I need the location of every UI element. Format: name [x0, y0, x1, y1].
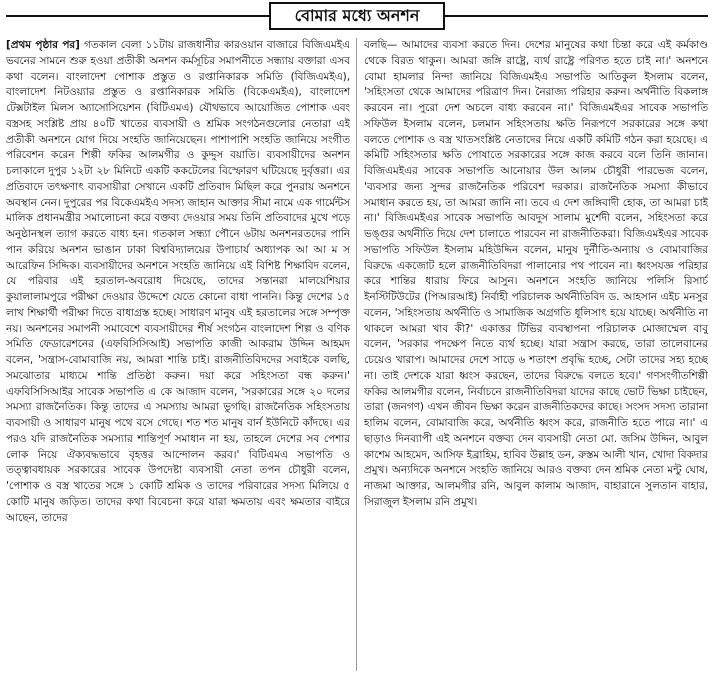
- left-paragraph-text: গতকাল বেলা ১১টায় রাজধানীর কারওয়ান বাজারে বিজিএমইএ ভবনের সামনে শুরু হওয়া প্রতীকী অনশন কর্মসূচির সমাপনীতে সন্ধ্যায় বক্তারা এসব কথা বলেন। বাংলাদেশ পোশাক প্রস্তুত ও রপ্তানিকারক সমিতি (বিজিএমইএ), বাংলাদেশ নিটওয়্যার প্রস্তুত ও রপ্তানিকারক সমিতি (বিকেএমইএ), বাংলাদেশ টেক্সটাইল মিলস অ্যাসোসিয়েশন (বিটিএমএ) যৌথভাবে আয়োজিত পোশাক এবং বস্ত্রসহ সংশ্লিষ্ট প্রায় ৪০টি খাতের ব্যবসায়ী ও শ্রমিক সংগঠনগুলোর নেতারা এই প্রতীকী অনশনে যোগ দিয়ে সংহতি জানিয়েছেন। পাশাপাশি সংহতি জানিয়ে সংগীত পরিবেশন করেন শিল্পী ফকির আলমগীর ও কুদ্দুস বয়াতি। ব্যবসায়ীদের অনশন চলাকালে দুপুর ১২টা ২৮ মিনিটে একটি ককটেলের বিস্ফোরণ ঘটিয়েছে দুর্বৃত্তরা। এর প্রতিবাদে তৎক্ষণাৎ ব্যবসায়ীরা সেখানে একটি প্রতিবাদ মিছিল করে পুনরায় অনশনে অবস্থান নেন। দুপুরের পর বিকেএমইএ সদস্য জাহান আক্তার সীমা নামে এক গার্মেন্টস মালিক প্রধানমন্ত্রীর সমালোচনা করে বক্তব্য দেওয়ার সময় তিনি প্রতিবাদের মুখে পড়ে অনুষ্ঠানস্থল ত্যাগ করতে বাধ্য হন। গতকাল সন্ধ্যা পৌনে ৬টায় অনশনরতদের পানি পান করিয়ে অনশন ভাঙান ঢাকা বিশ্ববিদ্যালয়ের উপাচার্য অধ্যাপক আ আ ম স আরেফিন সিদ্দিক। ব্যবসায়ীদের অনশনে সংহতি জানিয়ে এই বিশিষ্ট শিক্ষাবিদ বলেন, যে পরিবার এই হরতাল-অবরোধ দিয়েছে, তাদের সন্তানরা মালয়েশিয়ার কুয়ালালামপুরে পরীক্ষা দেওয়ার উদ্দেশে যেতে কোনো বাধা পাননি। কিন্তু দেশের ১৫ লাখ শিক্ষার্থী পরীক্ষা দিতে বাধাগ্রস্ত হচ্ছে। সাধারণ মানুষ এই হরতালের সঙ্গে সম্পৃক্ত নয়। অনশনের সমাপনী সমাবেশে ব্যবসায়ীদের শীর্ষ সংগঠন বাংলাদেশ শিল্প ও বণিক সমিতি ফেডারেশনের (এফবিসিসিআই) সভাপতি কাজী আকরাম উদ্দিন আহমদ বলেন, 'সন্ত্রাস-বোমাবাজি নয়, আমরা শান্তি চাই। রাজনীতিবিদদের সবাইকে বলছি, সমঝোতার মাধ্যমে শান্তি প্রতিষ্ঠা করুন। দয়া করে সহিংসতা বন্ধ করুন।' এফবিসিসিআইর সাবেক সভাপতি এ কে আজাদ বলেন, 'সরকারের সঙ্গে ২০ দলের সমস্যা রাজনৈতিক। কিন্তু তাদের এ সমস্যায় আমরা ভুগছি। রাজনৈতিক সহিংসতায় ব্যবসায়ী ও সাধারণ মানুষ পথে বসে গেছে। শত শত মানুষ বার্ন ইউনিটে কাঁদছে। এর পরও যদি রাজনৈতিক সমস্যার শান্তিপূর্ণ সমাধান না হয়, তাহলে দেশের সব পেশার লোক নিয়ে ঐক্যবদ্ধভাবে বৃহত্তর আন্দোলন করব।' বিটিএমএ সভাপতি ও তত্ত্বাবধায়ক সরকারের সাবেক উপদেষ্টা ব্যবসায়ী নেতা তপন চৌধুরী বলেন, 'পোশাক ও বস্ত্র খাতের সঙ্গে ১ কোটি শ্রমিক ও তাদের পরিবারের সদস্য মিলিয়ে ৫ কোটি মানুষ জড়িত। তাদের কথা বিবেচনা করে যারা ক্ষমতায় এবং ক্ষমতার বাইরে আছেন, তাদের: [6, 39, 350, 524]
- headline-rule-left: [6, 15, 269, 17]
- left-paragraph: [6, 38, 350, 526]
- article-headline: বোমার মধ্যে অনশন: [269, 2, 446, 30]
- left-column: [6, 38, 350, 673]
- right-paragraph-text: বলছি— আমাদের ব্যবসা করতে দিন। দেশের মানুষের কথা চিন্তা করে এই কর্মকাণ্ড থেকে বিরত থাকুন। আমরা জঙ্গি রাষ্ট্রে, ব্যর্থ রাষ্ট্রে পরিণত হতে চাই না।' অনশনে বোমা হামলার নিন্দা জানিয়ে বিজিএমইএ সভাপতি আতিকুল ইসলাম বলেন, 'সহিংসতা থেকে আমাদের পরিত্রাণ দিন। নৈরাজ্য পরিহার করুন। অর্থনীতি বিকলাঙ্গ করবেন না। পুরো দেশ অচলে বাধ্য করবেন না।' বিজিএমইএর সাবেক সভাপতি সফিউল ইসলাম বলেন, চলমান সহিংসতায় ক্ষতি নিরূপণে সরকারের সঙ্গে কথা বলতে পোশাক ও বস্ত্র খাতসংশ্লিষ্ট নেতাদের নিয়ে একটি কমিটি গঠন করা হয়েছে। এ কমিটি সহিংসতার ক্ষতি পোষাতে সরকারের সঙ্গে কাজ করবে বলে তিনি জানান। বিজিএমইএর সাবেক সভাপতি আনোয়ার উল আলম চৌধুরী পারভেজ বলেন, 'ব্যবসার জন্য সুন্দর রাজনৈতিক পরিবেশ দরকার। রাজনৈতিক সমস্যা কীভাবে সমাধান করতে হয়, তা আমরা জানি না। তবে এ দেশ জঙ্গিবাদী হোক, তা আমরা চাই না।' বিজিএমইএর সাবেক সভাপতি আবদুস সালাম মুর্শেদী বলেন, সহিংসতা করে ভঙ্গুর অর্থনীতি দিয়ে দেশ চালাতে পারবেন না রাজনীতিকরা। বিজিএমইএর সাবেক সভাপতি সফিউল ইসলাম মহিউদ্দিন বলেন, মানুষ দুর্নীতি-অন্যায় ও বোমাবাজির বিরুদ্ধে একজোট হলে রাজনীতিবিদরা পালানোর পথ পাবেন না। ধ্বংসযজ্ঞ পরিহার করে শান্তির ধারায় ফিরে আসুন। অনশনে সংহতি জানিয়ে পলিসি রিসার্চ ইনস্টিটিউটের (পিআরআই) নির্বাহী পরিচালক অর্থনীতিবিদ ড. আহসান এইচ মনসুর বলেন, 'সহিংসতায় অর্থনীতি ও সামাজিক অগ্রগতি ধূলিসাৎ হয়ে যাচ্ছে। অর্থনীতি না থাকলে আমরা খাব কী?' একাত্তর টিভির ব্যবস্থাপনা পরিচালক মোজাম্মেল বাবু বলেন, 'সরকার পদক্ষেপ নিতে ব্যর্থ হচ্ছে। যারা সন্ত্রাস করছে, তারা তালেবানের চেয়েও খারাপ। আমাদের দেশে সাড়ে ৬ শতাংশ প্রবৃদ্ধি হচ্ছে, সেটা তাদের সহ্য হচ্ছে না। তাই দেশকে যারা ধ্বংস করছেন, তাদের বিরুদ্ধে বলতে হবে।' গণসংগীতশিল্পী ফকির আলমগীর বলেন, নির্বাচনে রাজনীতিবিদরা যাদের কাছে ভোট ভিক্ষা চাইছেন, তারা (জনগণ) এখন জীবন ভিক্ষা করেন রাজনীতিকদের কাছে। সংসদ সদস্য তারানা হালিম বলেন, বোমাবাজি করে, অর্থনীতি ধ্বংস করে, রাজনীতি হতে পারে না।' এ ছাড়াও দিনব্যাপী এই অনশনে বক্তব্য দেন ব্যবসায়ী নেতা মো. জসিম উদ্দিন, আবুল কাশেম আহমেদ, আসিফ ইব্রাহিম, হাবিব উল্লাহ ডন, রুস্তম আলী খান, খোদা বিকদার প্রমুখ। অন্যদিকে অনশনে সংহতি জানিয়ে আরও বক্তব্য দেন শ্রমিক নেতা মন্টু ঘোষ, নাজমা আক্তার, আলমগীর রনি, আবুল কালাম আজাদ, বাহারানে সুলতান বাহার, সিরাজুল ইসলাম রনি প্রমুখ।: [364, 39, 708, 508]
- continued-tag: [প্রথম পৃষ্ঠার পর]: [6, 39, 80, 51]
- headline-rule-right: [445, 15, 708, 17]
- headline-band: [6, 2, 708, 30]
- right-column: [364, 38, 708, 673]
- column-divider: [356, 38, 357, 671]
